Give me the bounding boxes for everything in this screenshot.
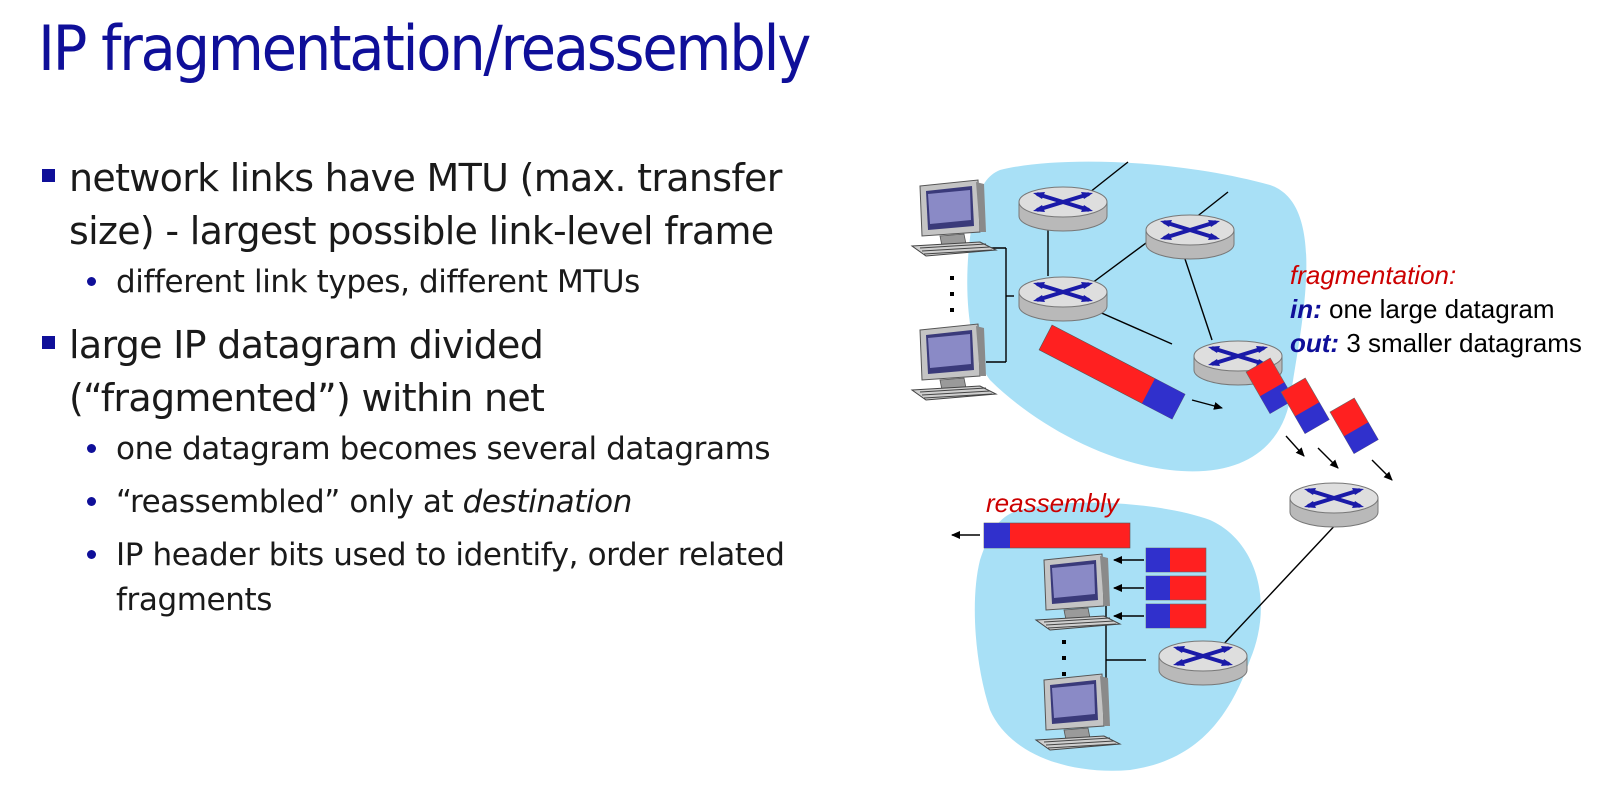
bullet-mtu-text: network links have MTU (max. transfer size) - largest possible link-level frame [69,156,782,253]
in-line [1290,294,1554,325]
datagram-icon [1146,548,1206,572]
bullet-fragmented-text: large IP datagram divided (“fragmented”) within net [69,323,545,420]
router-icon [1159,641,1247,685]
reassembly-label: reassembly [986,488,1119,518]
router-icon [1019,277,1107,321]
arrow-icon [1286,436,1304,456]
network-cloud-top [967,162,1306,472]
datagram-icon [1146,576,1206,600]
out-line [1290,328,1582,359]
computer-icon [912,324,996,400]
sub-bullet-reassembled-pre: “reassembled” only at [116,484,463,520]
datagram-icon [1146,604,1206,628]
fragmentation-label: fragmentation: [1290,260,1457,290]
page-title: IP fragmentation/reassembly [38,12,809,85]
in-text: one large datagram [1321,294,1555,324]
computer-icon [912,180,996,256]
router-icon [1290,483,1378,527]
arrow-icon [1318,448,1338,468]
sub-bullet-link-types-text: different link types, different MTUs [116,264,640,300]
in-label: in: [1290,294,1322,324]
vertical-ellipsis-icon [950,276,954,312]
router-icon [1146,215,1234,259]
out-label: out: [1290,328,1340,358]
sub-bullet-reassembled-em: destination [462,484,632,520]
out-text: 3 smaller datagrams [1339,328,1582,358]
arrow-icon [1372,460,1392,480]
sub-bullet-header-bits-text: IP header bits used to identify, order related fragments [116,537,785,618]
router-icon [1019,187,1107,231]
datagram-icon [1330,398,1378,454]
sub-bullet-several-text: one datagram becomes several datagrams [116,431,771,467]
